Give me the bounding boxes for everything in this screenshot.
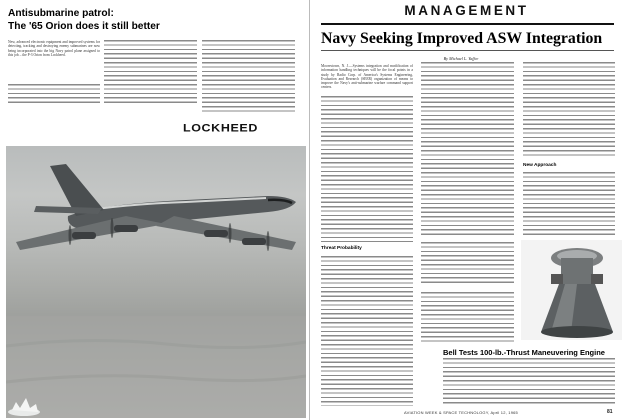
orion-aircraft-photo bbox=[6, 146, 306, 418]
article-column-2 bbox=[421, 62, 514, 236]
article-column-1 bbox=[321, 64, 413, 90]
article-headline: Navy Seeking Improved ASW Integration bbox=[321, 30, 603, 47]
page-footer: AVIATION WEEK & SPACE TECHNOLOGY, April 12, 1965 bbox=[404, 410, 518, 415]
ad-body-intro: New, advanced electronic equipment and improved systems for detecting, tracking and destroying enemy submarines are now being incorporated into the big Navy patrol plane assigned to this job – the P-3 Orion from Lockheed. bbox=[8, 40, 100, 57]
article-column-1-lines-b bbox=[321, 256, 413, 406]
byline: By Michael L. Yaffee bbox=[443, 56, 479, 61]
ad-headline: Antisubmarine patrol: The '65 Orion does it still better bbox=[8, 8, 160, 32]
orion-aircraft-illustration bbox=[6, 146, 306, 418]
ad-body-column-1-lines bbox=[8, 84, 100, 106]
subhead-threat-probability: Threat Probability bbox=[321, 246, 362, 251]
article-column-1-lines-a bbox=[321, 96, 413, 242]
engine-caption-text bbox=[443, 358, 615, 406]
section-heading: MANAGEMENT bbox=[404, 3, 529, 18]
engine-photo bbox=[521, 240, 622, 340]
article-column-2-end bbox=[421, 292, 514, 344]
ad-body-column-3 bbox=[202, 40, 295, 114]
advertisement-page bbox=[0, 0, 310, 420]
section-rule bbox=[321, 23, 614, 25]
subhead-new-approach: New Approach bbox=[523, 163, 557, 168]
ad-body-column-1 bbox=[8, 40, 100, 57]
lockheed-logo: LOCKHEED bbox=[183, 121, 258, 135]
article-column-2-lower bbox=[421, 242, 514, 286]
article-lede: Moorestown, N. J.—Systems integration and modification of information handling techniques will be the focal points in a study by Radio Corp. of America's Systems Engineering, Evaluation and Research (SEER) organization of means to improve the Navy's anti-submarine warfare command support centers. bbox=[321, 64, 413, 90]
headline-rule bbox=[321, 50, 614, 51]
article-column-3-lines-b bbox=[523, 172, 615, 236]
engine-illustration bbox=[521, 240, 622, 340]
article-column-3-lines-a bbox=[523, 62, 615, 158]
page-number: 81 bbox=[607, 409, 613, 415]
ad-body-column-2 bbox=[104, 40, 197, 106]
engine-caption-title: Bell Tests 100-lb.-Thrust Maneuvering Engine bbox=[443, 348, 605, 357]
article-page bbox=[311, 0, 622, 420]
